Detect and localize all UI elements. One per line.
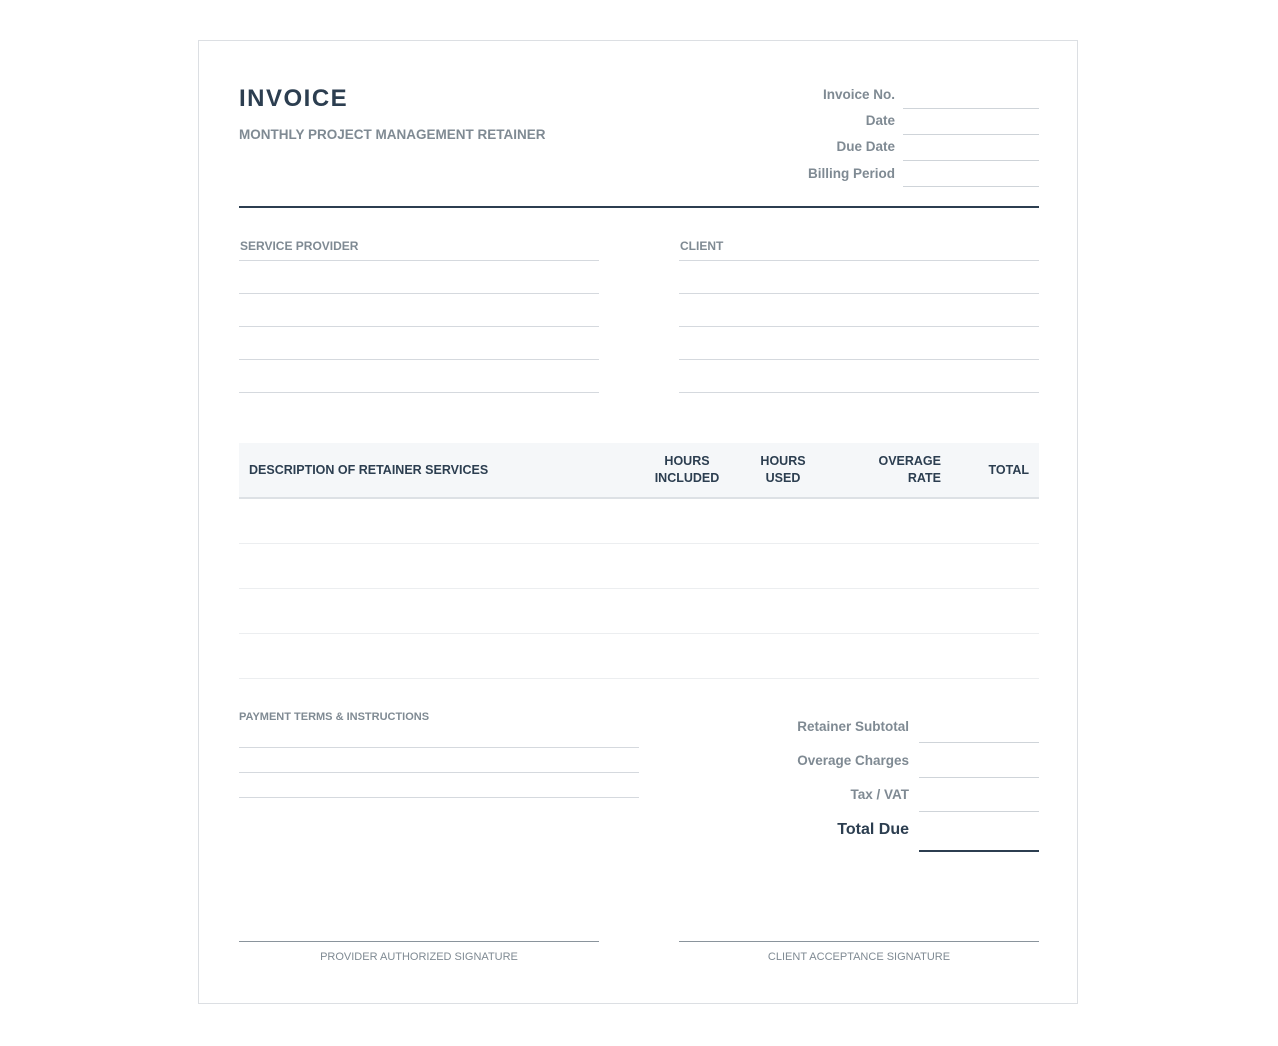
- col-overage-rate: [831, 443, 951, 498]
- table-header-row: [239, 443, 1039, 498]
- cell-description[interactable]: [239, 544, 639, 589]
- cell-hours-included[interactable]: [639, 544, 735, 589]
- meta-invoice-no: [759, 83, 1039, 109]
- col-hours-used-line1: HOURS: [760, 454, 806, 468]
- invoice-sheet: [198, 40, 1078, 1004]
- cell-hours-used[interactable]: [735, 634, 831, 679]
- cell-hours-used[interactable]: [735, 544, 831, 589]
- meta-date: [759, 109, 1039, 135]
- invoice-no-label: Invoice No.: [822, 87, 895, 102]
- col-overage-line1: OVERAGE: [878, 454, 941, 468]
- cell-hours-included[interactable]: [639, 498, 735, 544]
- payment-terms-line[interactable]: [239, 772, 639, 773]
- client-signature-label: CLIENT ACCEPTANCE SIGNATURE: [767, 951, 951, 963]
- col-hours-included-line2: INCLUDED: [654, 471, 720, 485]
- cell-overage-rate[interactable]: [831, 589, 951, 634]
- table-row: [239, 498, 1039, 544]
- col-hours-used: [735, 443, 831, 498]
- billing-period-field[interactable]: [903, 161, 1039, 187]
- invoice-no-field[interactable]: [903, 83, 1039, 109]
- services-table: [239, 443, 1039, 679]
- cell-overage-rate[interactable]: [831, 498, 951, 544]
- header-divider: [239, 206, 1039, 208]
- cell-overage-rate[interactable]: [831, 634, 951, 679]
- provider-line[interactable]: [239, 294, 599, 327]
- col-overage-line2: RATE: [907, 471, 941, 485]
- table-row: [239, 589, 1039, 634]
- tax-vat-label: Tax / VAT: [850, 787, 909, 802]
- provider-signature-block: [239, 941, 599, 963]
- provider-line[interactable]: [239, 360, 599, 393]
- overage-charges-label: Overage Charges: [797, 753, 909, 768]
- col-hours-included: [639, 443, 735, 498]
- due-date-field[interactable]: [903, 135, 1039, 161]
- invoice-title: INVOICE: [239, 85, 349, 112]
- col-total: TOTAL: [951, 443, 1039, 498]
- overage-charges-field[interactable]: [919, 750, 1039, 778]
- payment-terms-line[interactable]: [239, 797, 639, 798]
- client-label: CLIENT: [679, 237, 1039, 261]
- client-line[interactable]: [679, 360, 1039, 393]
- cell-overage-rate[interactable]: [831, 544, 951, 589]
- invoice-subtitle: MONTHLY PROJECT MANAGEMENT RETAINER: [239, 127, 546, 142]
- date-field[interactable]: [903, 109, 1039, 135]
- col-hours-used-line2: USED: [765, 471, 801, 485]
- tax-vat-field[interactable]: [919, 784, 1039, 812]
- provider-line[interactable]: [239, 327, 599, 360]
- payment-terms-line[interactable]: [239, 747, 639, 748]
- cell-hours-used[interactable]: [735, 589, 831, 634]
- cell-hours-included[interactable]: [639, 634, 735, 679]
- service-provider-block: [239, 237, 599, 393]
- table-row: [239, 634, 1039, 679]
- meta-billing-period: [759, 161, 1039, 187]
- billing-period-label: Billing Period: [807, 166, 895, 181]
- cell-hours-included[interactable]: [639, 589, 735, 634]
- col-description: DESCRIPTION OF RETAINER SERVICES: [239, 443, 639, 498]
- client-block: [679, 237, 1039, 393]
- table-row: [239, 544, 1039, 589]
- provider-signature-label: PROVIDER AUTHORIZED SIGNATURE: [320, 951, 518, 963]
- cell-total[interactable]: [951, 498, 1039, 544]
- client-signature-line[interactable]: [679, 941, 1039, 942]
- cell-total[interactable]: [951, 544, 1039, 589]
- cell-description[interactable]: [239, 498, 639, 544]
- service-provider-label: SERVICE PROVIDER: [239, 237, 599, 261]
- cell-hours-used[interactable]: [735, 498, 831, 544]
- provider-line[interactable]: [239, 261, 599, 294]
- cell-description[interactable]: [239, 634, 639, 679]
- cell-description[interactable]: [239, 589, 639, 634]
- total-due-field[interactable]: [919, 817, 1039, 852]
- cell-total[interactable]: [951, 634, 1039, 679]
- client-line[interactable]: [679, 327, 1039, 360]
- client-line[interactable]: [679, 294, 1039, 327]
- due-date-label: Due Date: [836, 139, 895, 154]
- client-signature-block: [679, 941, 1039, 963]
- cell-total[interactable]: [951, 589, 1039, 634]
- retainer-subtotal-field[interactable]: [919, 717, 1039, 743]
- retainer-subtotal-label: Retainer Subtotal: [797, 719, 909, 734]
- col-hours-included-line1: HOURS: [664, 454, 710, 468]
- payment-terms-label: PAYMENT TERMS & INSTRUCTIONS: [239, 711, 430, 723]
- total-due-label: Total Due: [837, 821, 909, 838]
- date-label: Date: [865, 113, 895, 128]
- meta-due-date: [759, 135, 1039, 161]
- client-line[interactable]: [679, 261, 1039, 294]
- provider-signature-line[interactable]: [239, 941, 599, 942]
